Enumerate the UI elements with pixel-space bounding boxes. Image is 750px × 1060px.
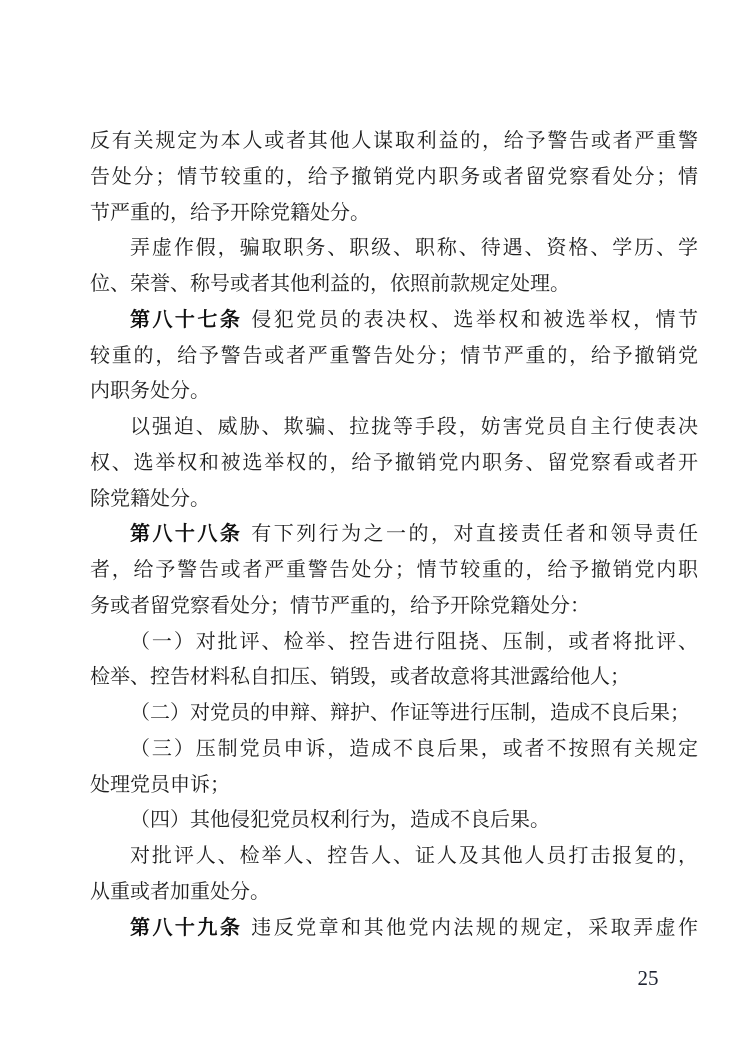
text-line: 告处分；情节较重的，给予撤销党内职务或者留党察看处分；情	[90, 165, 698, 188]
text-line: 对批评人、检举人、控告人、证人及其他人员打击报复的，	[130, 845, 698, 867]
text-line: （二）对党员的申辩、辩护、作证等进行压制，造成不良后果；	[130, 702, 690, 724]
text-line: 第八十九条 违反党章和其他党内法规的规定，采取弄虚作	[130, 916, 699, 939]
page-number: 25	[637, 966, 659, 990]
article-number: 第八十七条	[130, 308, 243, 331]
text-line: 第八十八条 有下列行为之一的，对直接责任者和领导责任	[130, 523, 699, 546]
text-line: 较重的，给予警告或者严重警告处分；情节严重的，给予撤销党	[90, 344, 698, 367]
text-line: 权、选举权和被选举权的，给予撤销党内职务、留党察看或者开	[90, 451, 698, 474]
text-line: 节严重的，给予开除党籍处分。	[90, 201, 370, 224]
text-line: 弄虚作假，骗取职务、职级、职称、待遇、资格、学历、学	[130, 237, 698, 260]
text-line: 反有关规定为本人或者其他人谋取利益的，给予警告或者严重警	[90, 130, 698, 152]
text-line: 位、荣誉、称号或者其他利益的，依照前款规定处理。	[90, 273, 570, 295]
article-number: 第八十八条	[130, 523, 243, 546]
text-line: 务或者留党察看处分；情节严重的，给予开除党籍处分：	[90, 594, 590, 617]
text-line: 检举、控告材料私自扣压、销毁，或者故意将其泄露给他人；	[90, 666, 630, 689]
text-line: （三）压制党员申诉，造成不良后果，或者不按照有关规定	[130, 737, 698, 760]
text-line: 以强迫、威胁、欺骗、拉拢等手段，妨害党员自主行使表决	[130, 416, 698, 438]
text-line: 者，给予警告或者严重警告处分；情节较重的，给予撤销党内职	[90, 559, 698, 581]
text-line: 除党籍处分。	[90, 487, 210, 510]
text-block	[90, 124, 698, 946]
text-line: 处理党员申诉；	[90, 773, 230, 796]
text-line: 从重或者加重处分。	[90, 880, 270, 903]
text-line: 内职务处分。	[90, 380, 210, 403]
text-line: （四）其他侵犯党员权利行为，造成不良后果。	[130, 809, 550, 832]
text-line: （一）对批评、检举、控告进行阻挠、压制，或者将批评、	[130, 630, 698, 653]
text-line: 第八十七条 侵犯党员的表决权、选举权和被选举权，情节	[130, 308, 699, 331]
article-number: 第八十九条	[130, 916, 243, 939]
